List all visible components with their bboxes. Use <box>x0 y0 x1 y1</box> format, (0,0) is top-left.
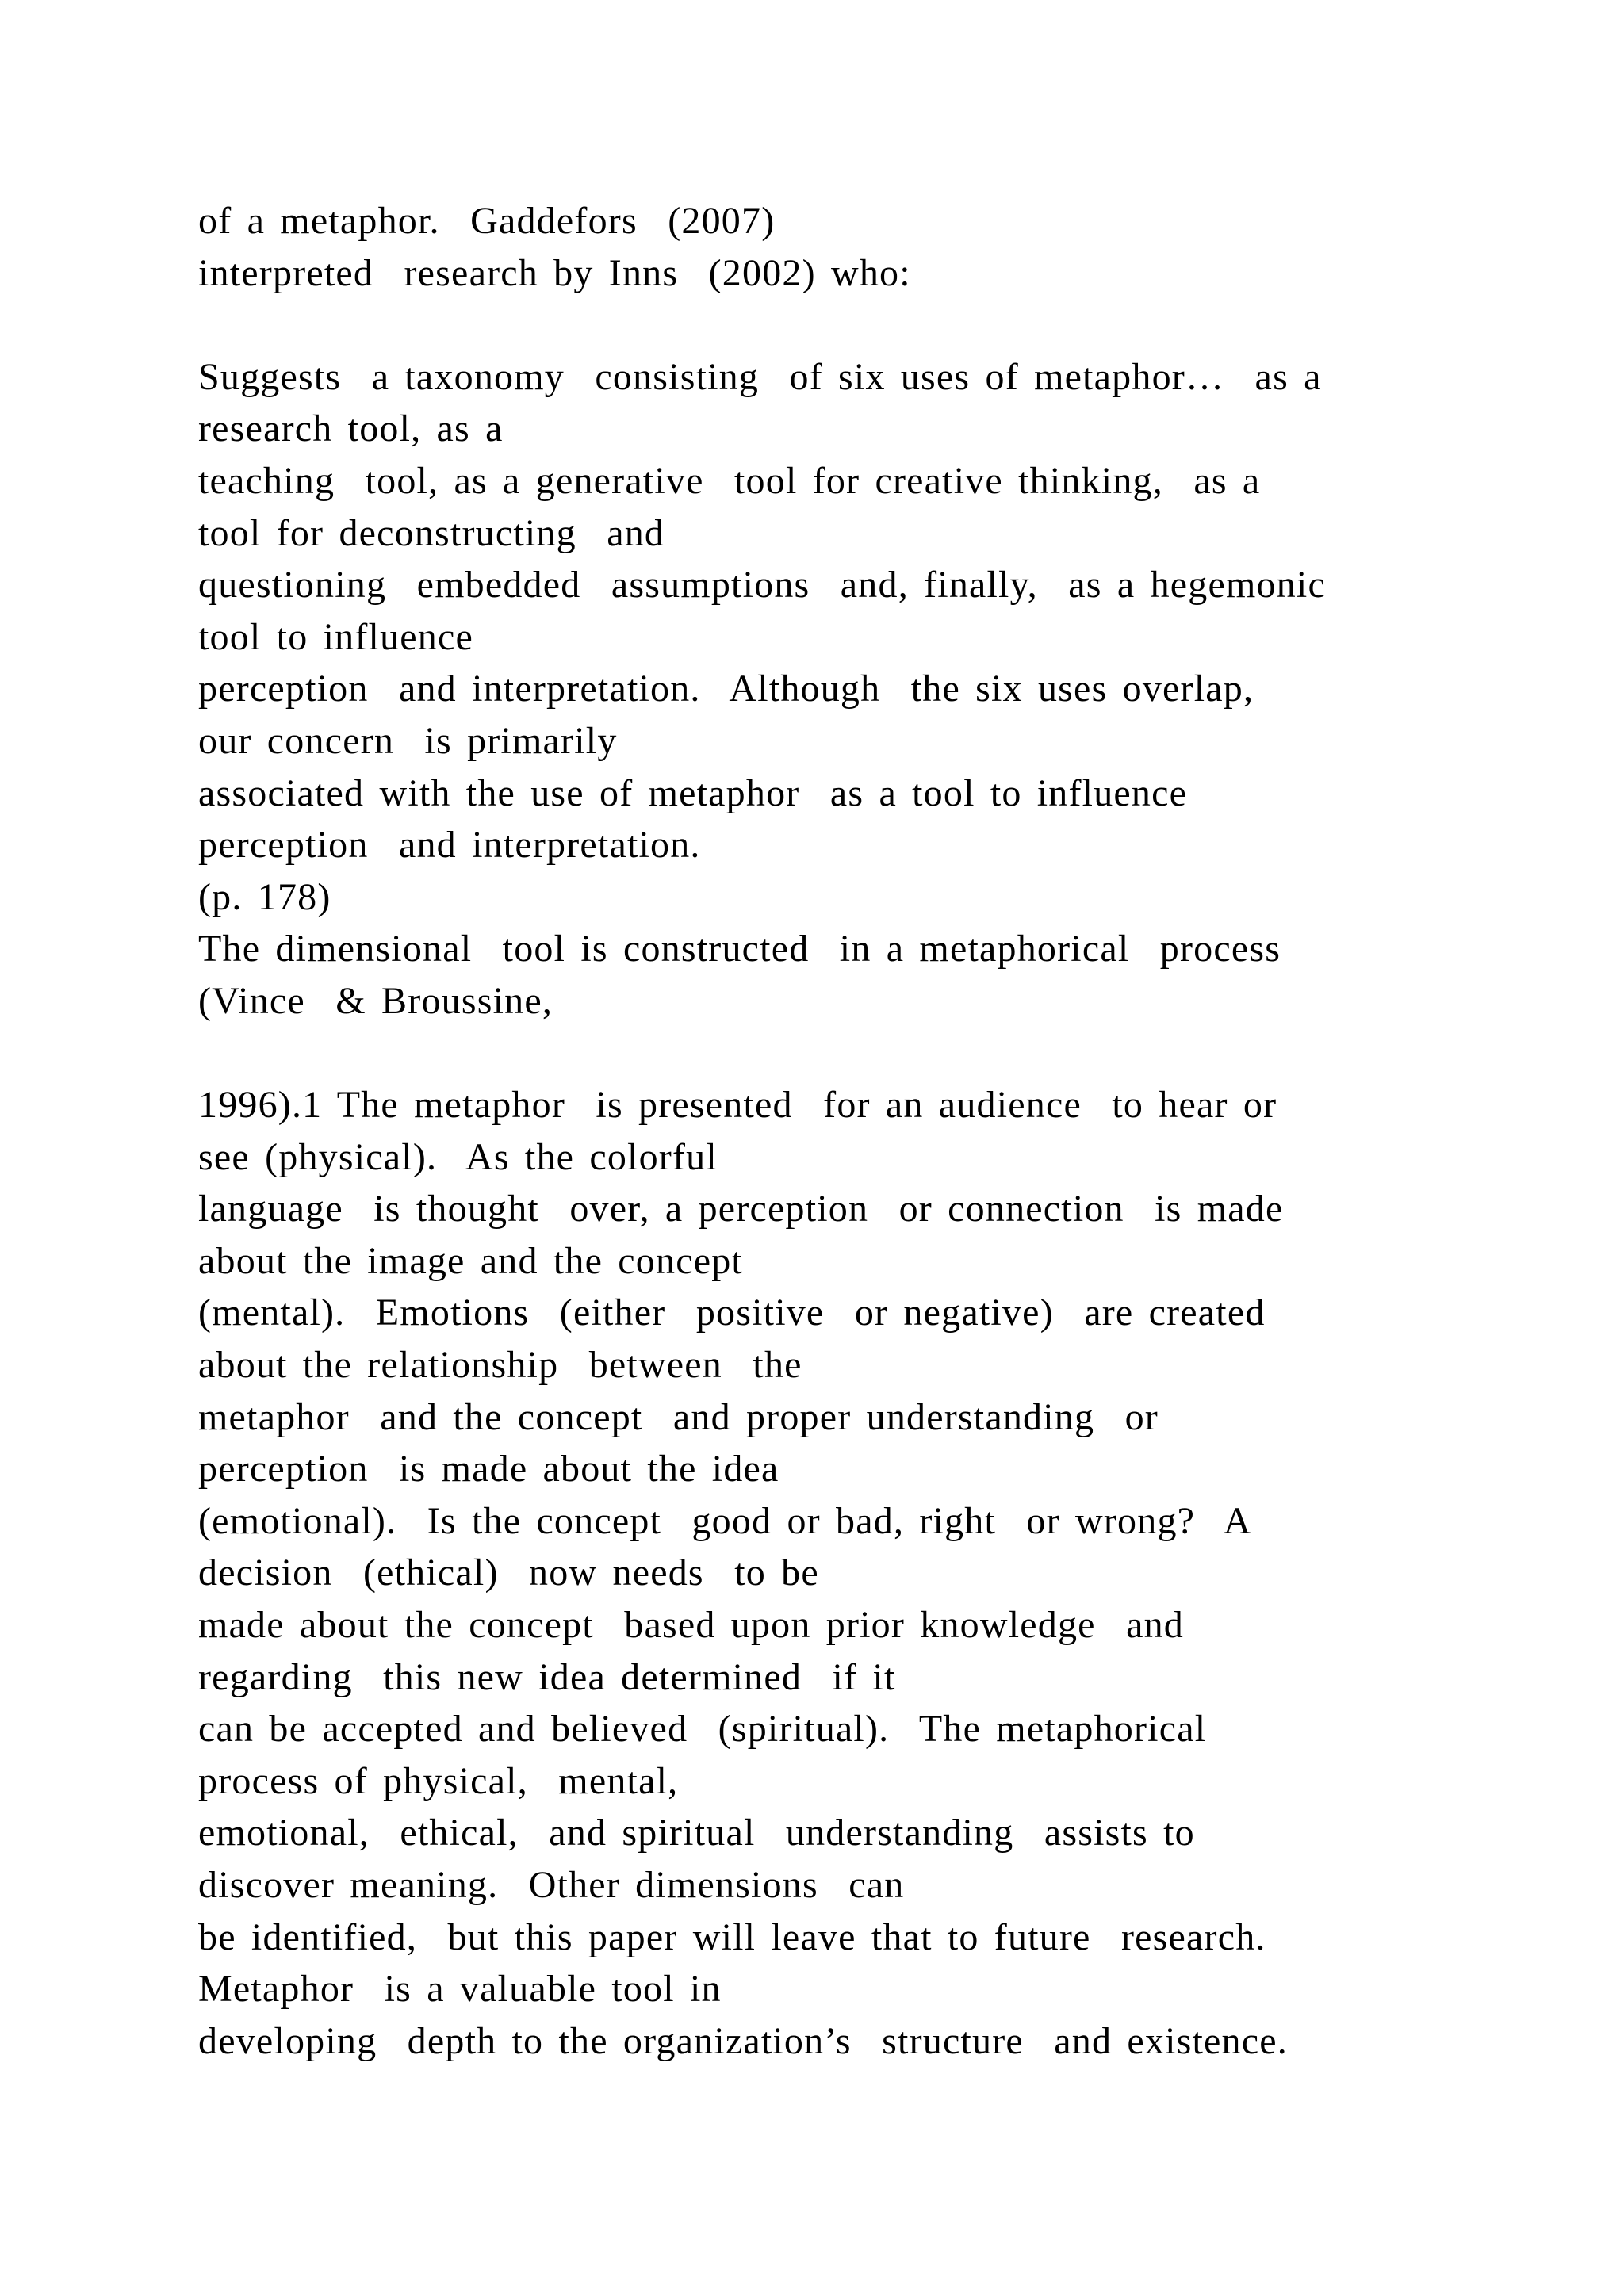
text-line: emotional, ethical, and spiritual understanding assists to <box>198 1812 1195 1854</box>
text-line: (Vince & Broussine, <box>198 979 553 1022</box>
citation-page-ref: (p. 178) <box>198 875 331 918</box>
text-line: interpreted research by Inns (2002) who: <box>198 251 911 294</box>
document-body <box>198 195 1594 2067</box>
text-line: metaphor and the concept and proper understanding or <box>198 1395 1159 1438</box>
text-line: perception and interpretation. Although the six uses overlap, <box>198 668 1254 710</box>
text-line: Metaphor is a valuable tool in <box>198 1968 722 2011</box>
text-line: perception and interpretation. <box>198 824 701 867</box>
text-line: about the relationship between the <box>198 1344 802 1387</box>
text-line: associated with the use of metaphor as a tool to influence <box>198 771 1188 814</box>
paragraph-gap <box>198 1027 1594 1080</box>
text-line: made about the concept based upon prior knowledge and <box>198 1604 1184 1647</box>
text-line: research tool, as a <box>198 408 504 450</box>
text-line: of a metaphor. Gaddefors (2007) <box>198 200 776 242</box>
text-line: decision (ethical) now needs to be <box>198 1552 819 1594</box>
text-line: can be accepted and believed (spiritual). The metaphorical <box>198 1708 1207 1751</box>
paragraph-gap <box>198 299 1594 351</box>
text-line: Suggests a taxonomy consisting of six uses of metaphor… as a <box>198 355 1322 398</box>
text-line: The dimensional tool is constructed in a metaphorical process <box>198 928 1281 970</box>
text-line: developing depth to the organization’s structure and existence. <box>198 2019 1288 2062</box>
text-line: our concern is primarily <box>198 719 618 762</box>
text-line: discover meaning. Other dimensions can <box>198 1864 905 1906</box>
text-line: (mental). Emotions (either positive or negative) are created <box>198 1292 1266 1334</box>
text-line: questioning embedded assumptions and, finally, as a hegemonic <box>198 564 1326 607</box>
text-line: 1996).1 The metaphor is presented for an audience to hear or <box>198 1084 1277 1127</box>
text-line: about the image and the concept <box>198 1239 743 1282</box>
text-line: see (physical). As the colorful <box>198 1135 718 1178</box>
text-line: language is thought over, a perception or connection is made <box>198 1188 1284 1230</box>
text-line: tool for deconstructing and <box>198 511 665 554</box>
text-line: tool to influence <box>198 615 473 658</box>
text-line: teaching tool, as a generative tool for creative thinking, as a <box>198 459 1261 502</box>
text-line: (emotional). Is the concept good or bad, right or wrong? A <box>198 1499 1252 1542</box>
text-line: regarding this new idea determined if it <box>198 1655 896 1698</box>
text-line: process of physical, mental, <box>198 1759 679 1802</box>
text-line: be identified, but this paper will leave that to future research. <box>198 1915 1266 1958</box>
text-line: perception is made about the idea <box>198 1448 779 1490</box>
